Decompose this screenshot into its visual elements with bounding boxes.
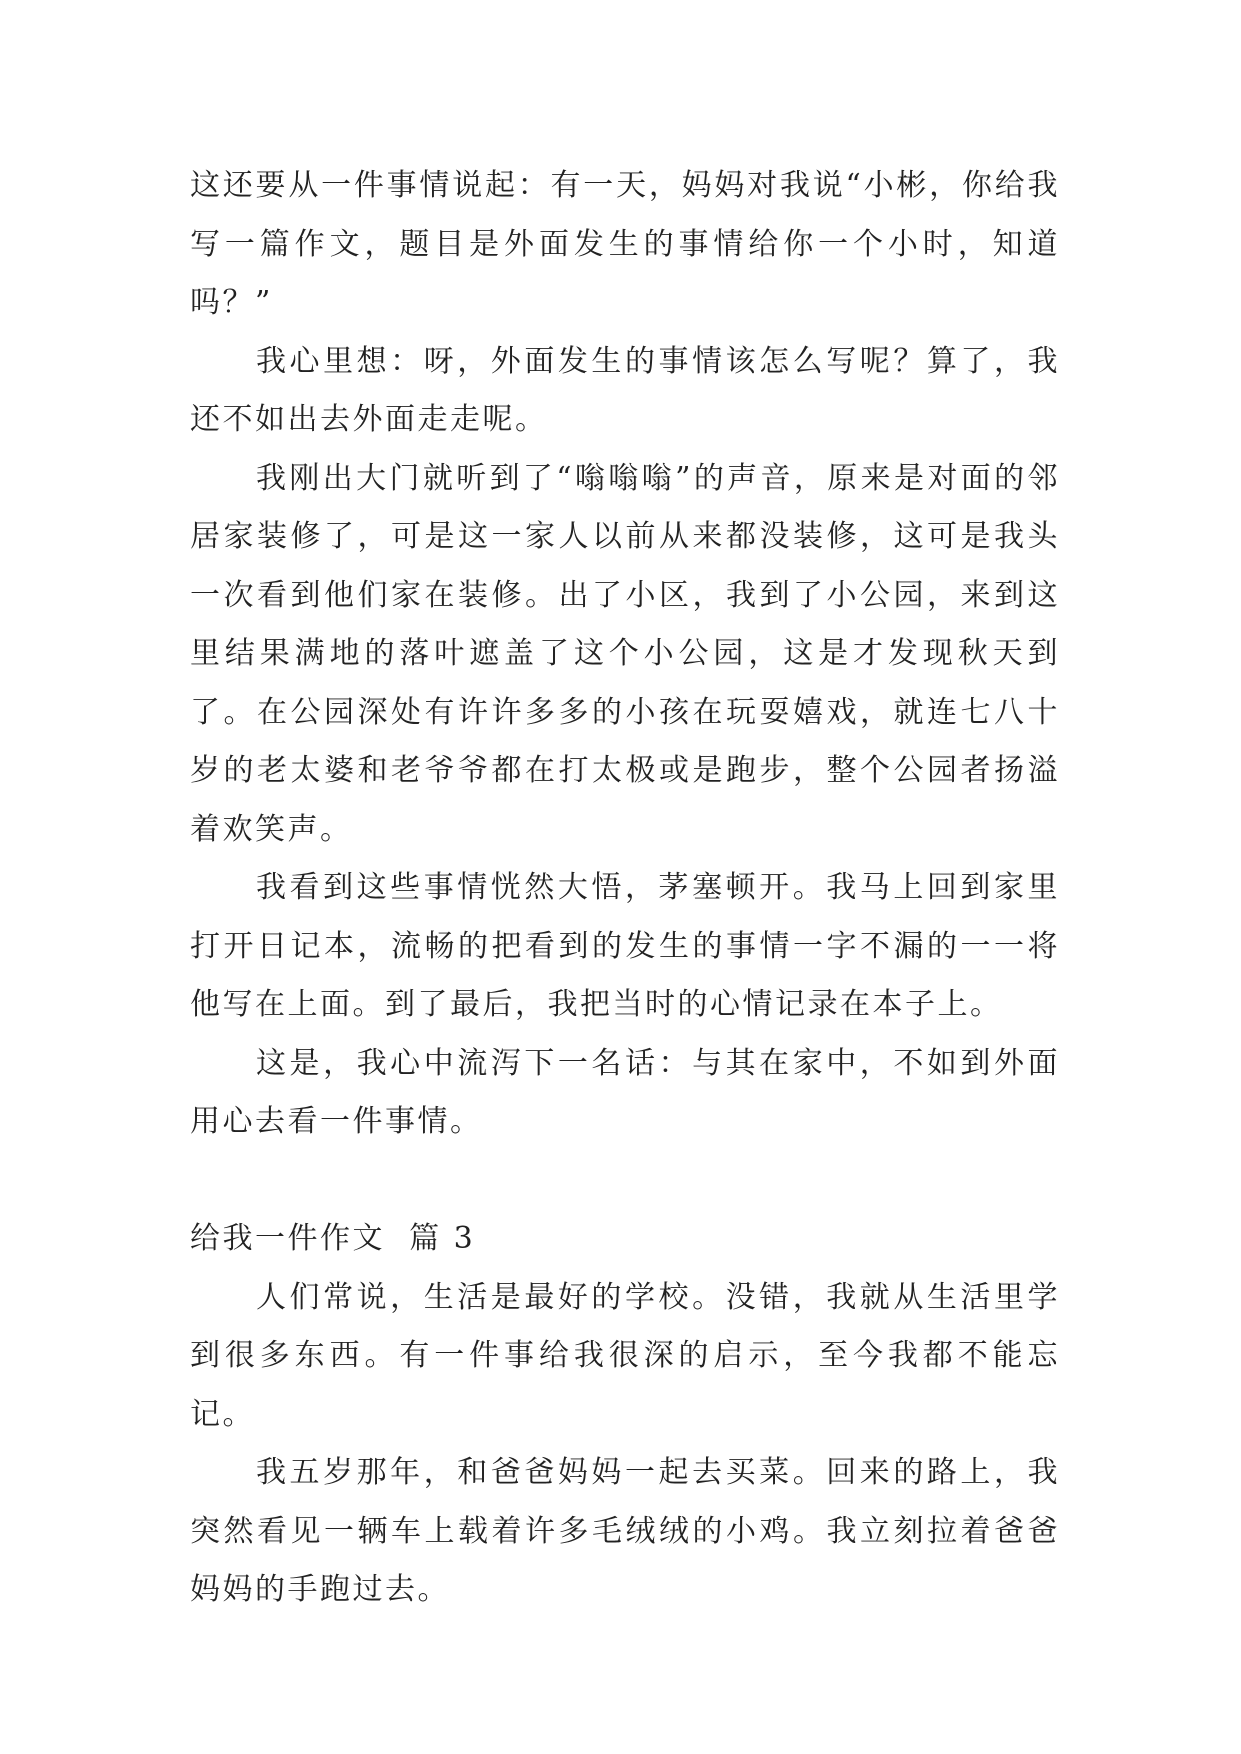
paragraph: 这是，我心中流泻下一名话：与其在家中，不如到外面用心去看一件事情。 <box>190 1045 1060 1139</box>
paragraph: 这还要从一件事情说起：有一天，妈妈对我说“小彬，你给我写一篇作文，题目是外面发生的事情给你一个小时，知道吗？” <box>190 168 1060 320</box>
section-heading: 给我一件作文 篇 3 <box>190 1221 476 1256</box>
paragraph: 我五岁那年，和爸爸妈妈一起去买菜。回来的路上，我突然看见一辆车上载着许多毛绒绒的小鸡。我立刻拉着爸爸妈妈的手跑过去。 <box>190 1455 1060 1607</box>
essay-section-3 <box>190 1210 1060 1620</box>
paragraph: 我刚出大门就听到了“嗡嗡嗡”的声音，原来是对面的邻居家装修了，可是这一家人以前从来都没装修，这可是我头一次看到他们家在装修。出了小区，我到了小公园，来到这里结果满地的落叶遮盖了这个小公园，这是才发现秋天到了。在公园深处有许许多多的小孩在玩耍嬉戏，就连七八十岁的老太婆和老爷爷都在打太极或是跑步，整个公园者扬溢着欢笑声。 <box>190 460 1060 847</box>
paragraph: 人们常说，生活是最好的学校。没错，我就从生活里学到很多东西。有一件事给我很深的启示，至今我都不能忘记。 <box>190 1279 1060 1432</box>
paragraph: 我心里想：呀，外面发生的事情该怎么写呢？算了，我还不如出去外面走走呢。 <box>190 343 1060 437</box>
essay-section-2-continued <box>190 157 1060 1152</box>
paragraph: 我看到这些事情恍然大悟，茅塞顿开。我马上回到家里打开日记本，流畅的把看到的发生的事情一字不漏的一一将他写在上面。到了最后，我把当时的心情记录在本子上。 <box>190 870 1060 1022</box>
